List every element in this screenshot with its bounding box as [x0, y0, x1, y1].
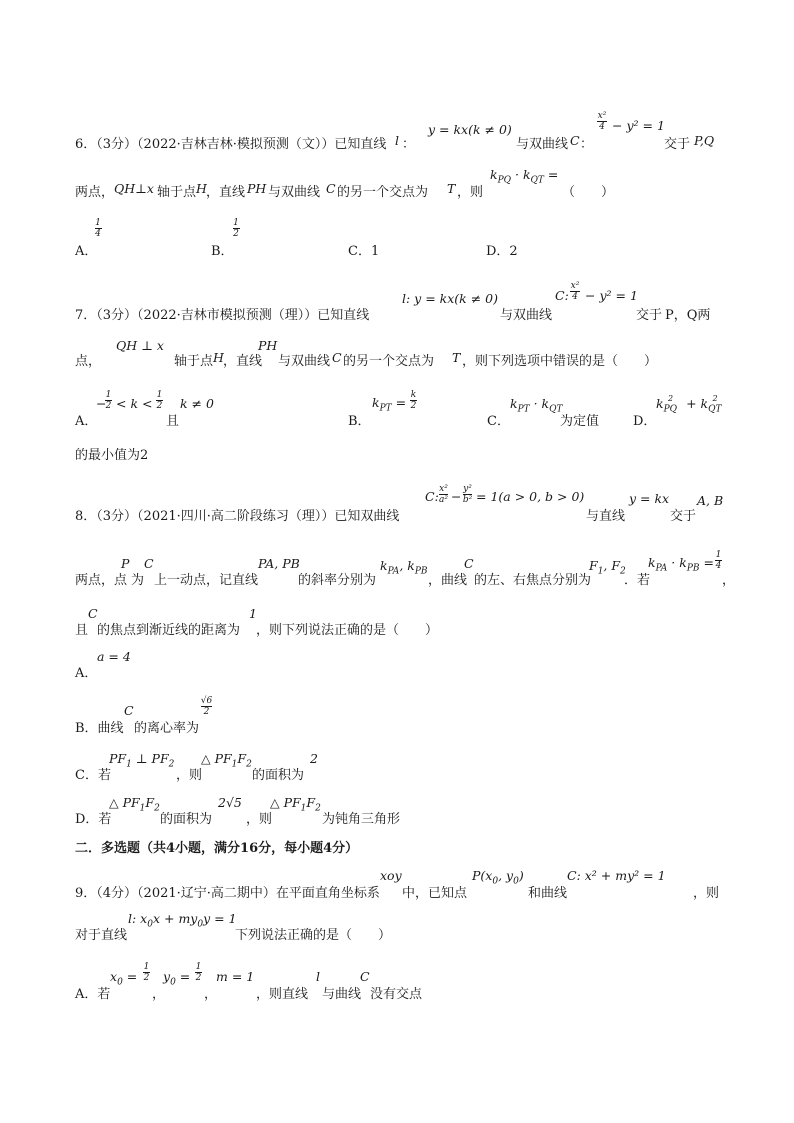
q7-intersect: 交于: [636, 308, 663, 323]
q6-other-point: 的另一个交点为: [337, 185, 429, 200]
q8-p: P: [121, 556, 130, 571]
q9-point: $P(x_0$, $y_0$): [472, 868, 524, 887]
q8-hyp-c: C:: [425, 489, 439, 504]
q8-kpa-kpb: $k_{PA}$, $k_{PB}$: [380, 558, 428, 577]
q8-option-c-then: ，则: [176, 768, 203, 783]
q6-option-b: B．: [211, 244, 234, 259]
q8-quarter: 1 4: [715, 550, 722, 571]
q7-ph: PH: [258, 338, 278, 353]
q8-moving: 上一动点，记直线: [154, 573, 259, 588]
q6-h: H: [196, 181, 207, 196]
q9-option-a-sep1: ，: [152, 987, 166, 1002]
q7-option-a-cond: k ≠ 0: [180, 396, 214, 411]
q7-other-point: 的另一个交点为: [343, 354, 435, 369]
q8-if: ．若: [624, 573, 651, 588]
q6-line-l: l: [395, 133, 399, 148]
q8-option-b-ecc: √6 2: [200, 696, 213, 717]
q9-curve-eq: C: x² + my² = 1: [567, 868, 666, 883]
q8-slopes: 的斜率分别为: [298, 573, 377, 588]
q6-colon: ：: [402, 137, 416, 152]
q8-foci: 的左、右焦点分别为: [474, 573, 592, 588]
q8-option-c-tri: △ $PF_1F_2$: [201, 751, 252, 770]
q9-option-a-y0-frac: 1 2: [195, 962, 202, 983]
q9-option-a-then: ，则直线: [256, 987, 309, 1002]
q6-pq: P,Q: [694, 133, 715, 148]
q7-option-a-frac1: 1 2: [105, 390, 112, 411]
q6-curve-c: C: [570, 133, 580, 148]
q8-is: 为: [131, 573, 145, 588]
q9-curve-text: 和曲线: [528, 886, 568, 901]
q7-option-a-frac2: 1 2: [156, 390, 163, 411]
section-heading-multi-choice: 二．多选题（共4小题，满分16分，每小题4分）: [75, 841, 359, 856]
q7-line-eq: l: y = kx(k ≠ 0): [402, 291, 498, 306]
q6-option-a: A．: [75, 244, 98, 259]
q6-hyp-fraction: x² 4: [597, 111, 607, 132]
q7-option-c-text: 为定值: [560, 414, 600, 429]
q7-t: T: [452, 350, 461, 365]
q8-option-d-obtuse: 为钝角三角形: [322, 812, 401, 827]
q7-option-d-sum: $k_{PQ}^2 + k_{QT}^2$: [656, 394, 722, 415]
q8-option-b: B．曲线: [75, 721, 124, 736]
q9-line-eq: l: $x_0x + my_0y = 1$: [128, 911, 237, 930]
q6-hyp-text: 与双曲线: [516, 137, 569, 152]
q7-c: C:: [555, 288, 569, 303]
q7-with-hyp: 与双曲线: [278, 354, 331, 369]
q7-option-b: B．: [348, 414, 371, 429]
q8-option-c: C．若: [75, 768, 111, 783]
q8-frac-x: x² a²: [439, 484, 448, 505]
q8-intersect: 交于: [670, 509, 697, 524]
q7-option-a-and: 且: [166, 414, 180, 429]
q9-intro: 9．（4分）（2021·辽宁·高二期中）在平面直角坐标系: [75, 886, 380, 901]
q9-option-a-x0-frac: 1 2: [143, 962, 150, 983]
q9-option-a-no-intersect: 没有交点: [370, 987, 423, 1002]
q7-question: ，则下列选项中错误的是（ ）: [462, 354, 658, 369]
q7-hyp-text: 与双曲线: [500, 308, 553, 323]
q8-points: 两点，点: [75, 573, 128, 588]
q6-line-text: ，直线: [206, 185, 246, 200]
q8-one: 1: [249, 606, 257, 621]
q9-option-a-m: m = 1: [216, 969, 255, 984]
q7-axis-text: 轴于点: [174, 354, 214, 369]
q9-then: ，则: [693, 886, 720, 901]
q6-colon2: ：: [580, 137, 594, 152]
q6-option-d: D．2: [486, 244, 518, 259]
q6-intro: 6．（3分）（2022·吉林吉林·模拟预测（文））已知直线: [75, 137, 387, 152]
q9-for-line: 对于直线: [75, 928, 128, 943]
q8-option-a: A．: [75, 666, 98, 681]
q6-option-a-value: 1 4: [95, 218, 101, 239]
q7-option-b-eq: $k_{PT}$ =: [372, 395, 407, 414]
q8-line-eq: y = kx: [629, 491, 670, 506]
q6-t: T: [447, 181, 456, 196]
q7-option-c: C．: [487, 414, 510, 429]
q9-option-a: A．若: [75, 987, 111, 1002]
q6-hyp-eq: − y² = 1: [612, 118, 665, 133]
q8-option-d-value: 2√5: [218, 795, 242, 810]
q8-focus-dist: 的焦点到渐近线的距离为: [97, 623, 241, 638]
q6-intersect: 交于: [664, 137, 691, 152]
q7-option-a-ineq: < k <: [116, 396, 153, 411]
q7-h: H: [213, 350, 224, 365]
q6-option-b-value: 1 2: [233, 218, 239, 239]
q8-option-c-perp: $PF_1$ ⊥ $PF_2$: [109, 751, 175, 770]
q6-two-points: 两点，: [75, 185, 115, 200]
q8-option-b-c: C: [124, 703, 134, 718]
q8-c2: C: [464, 556, 474, 571]
q9-option-a-x0: $x_0$ =: [110, 969, 138, 988]
q9-question: 下列说法正确的是（ ）: [235, 928, 392, 943]
q7-points: 点，: [75, 354, 102, 369]
q7-option-b-frac: k 2: [410, 390, 417, 411]
q6-kpq-kqt: $k_{PQ} \cdot k_{QT}$ =: [490, 167, 559, 186]
q8-intro: 8．（3分）（2021·四川·高二阶段练习（理））已知双曲线: [75, 509, 400, 524]
q9-option-a-with: 与曲线: [322, 987, 362, 1002]
q8-option-d: D．若: [75, 812, 112, 827]
q8-f1f2: $F_1$, $F_2$: [589, 558, 626, 577]
q8-line-text: 与直线: [586, 509, 626, 524]
q8-option-d-tri2: △ $PF_1F_2$: [270, 795, 321, 814]
q8-and: 且: [75, 623, 89, 638]
q7-line-text: ，直线: [223, 354, 263, 369]
q7-intro: 7．（3分）（2022·吉林市模拟预测（理））已知直线: [75, 308, 370, 323]
q8-curve: ，曲线: [428, 573, 468, 588]
q8-comma: ，: [722, 573, 736, 588]
q7-option-d: D．: [633, 414, 657, 429]
q8-c3: C: [88, 606, 98, 621]
q8-hyp-eq: = 1(a > 0, b > 0): [476, 489, 585, 504]
q8-option-d-area: 的面积为: [160, 812, 213, 827]
q7-pq-two: P，Q两: [665, 308, 711, 323]
q8-option-d-tri: △ $PF_1F_2$: [109, 795, 160, 814]
q7-hyp-fraction: x² 4: [570, 281, 580, 302]
q7-option-a: A．: [75, 414, 98, 429]
q8-pa-pb: PA, PB: [258, 556, 300, 571]
q7-hyp-eq: − y² = 1: [585, 288, 638, 303]
q7-c2: C: [332, 350, 342, 365]
q8-option-c-area: 的面积为: [252, 768, 305, 783]
q9-option-a-l: l: [316, 969, 320, 984]
q6-line-eq: y = kx(k ≠ 0): [428, 122, 512, 137]
q9-option-a-c: C: [360, 969, 370, 984]
q8-option-a-eq: a = 4: [97, 649, 131, 664]
q8-question: ，则下列说法正确的是（ ）: [256, 623, 439, 638]
q8-minus: −: [451, 489, 462, 504]
q8-frac-y: y² b²: [462, 484, 473, 505]
q9-point-text: 中，已知点: [402, 886, 468, 901]
q7-qh-perp: QH ⊥ x: [116, 338, 164, 353]
q8-ab: A, B: [697, 493, 724, 508]
q8-option-c-value: 2: [310, 751, 318, 766]
q6-option-c: C．1: [348, 244, 380, 259]
q6-blank: （ ）: [562, 185, 615, 200]
q8-kpa-kpb-prod: $k_{PA} \cdot k_{PB}$ =: [648, 555, 714, 574]
q6-axis-text: 轴于点: [157, 185, 197, 200]
q7-option-d-cont: 的最小值为2: [75, 448, 149, 463]
q8-option-b-text: 的离心率为: [134, 721, 200, 736]
q6-c2: C: [326, 181, 336, 196]
q6-with-hyp: 与双曲线: [268, 185, 321, 200]
q9-option-a-sep2: ，: [204, 987, 218, 1002]
q6-then: ，则: [457, 185, 484, 200]
q6-qh-perp: QH⊥x: [114, 181, 154, 196]
q7-option-a-minus: −: [96, 396, 107, 411]
q7-option-c-prod: $k_{PT} \cdot k_{QT}$: [510, 396, 563, 415]
q9-option-a-y0: $y_0$ =: [163, 969, 191, 988]
q8-option-d-then: ，则: [246, 812, 273, 827]
q8-c1: C: [144, 556, 154, 571]
q6-ph: PH: [247, 181, 267, 196]
q9-xoy: xoy: [380, 868, 402, 883]
